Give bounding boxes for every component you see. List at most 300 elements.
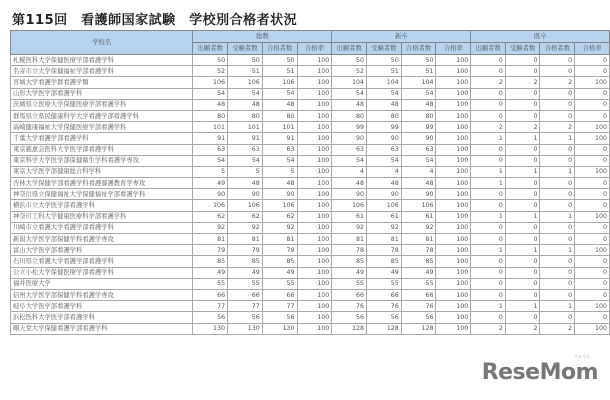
value-cell: 100	[575, 166, 610, 177]
value-cell: 1	[505, 166, 540, 177]
value-cell: 0	[540, 256, 575, 267]
table-row	[11, 301, 610, 312]
value-cell: 76	[401, 301, 436, 312]
value-cell: 128	[401, 323, 436, 334]
value-cell: 0	[540, 189, 575, 200]
value-cell: 0	[540, 289, 575, 300]
value-cell: 100	[436, 234, 471, 245]
value-cell: 55	[228, 278, 263, 289]
value-cell: 90	[193, 189, 228, 200]
value-cell: 81	[401, 234, 436, 245]
logo-subtitle: リセマム	[574, 354, 590, 359]
value-cell: 0	[540, 234, 575, 245]
table-body	[11, 55, 610, 335]
value-cell: 48	[332, 99, 367, 110]
value-cell: 0	[540, 144, 575, 155]
value-cell: 54	[401, 88, 436, 99]
value-cell: 130	[193, 323, 228, 334]
value-cell: 0	[471, 144, 506, 155]
subheader-cell: 出願者数	[332, 43, 367, 55]
value-cell: 54	[228, 88, 263, 99]
value-cell: 100	[436, 312, 471, 323]
value-cell: 81	[367, 234, 402, 245]
value-cell: 0	[575, 200, 610, 211]
value-cell: 0	[471, 88, 506, 99]
value-cell: 100	[436, 88, 471, 99]
value-cell: 77	[262, 301, 297, 312]
value-cell: 50	[228, 55, 263, 66]
value-cell: 80	[262, 110, 297, 121]
value-cell: 100	[575, 245, 610, 256]
value-cell: 1	[540, 301, 575, 312]
table-row	[11, 222, 610, 233]
table-row	[11, 77, 610, 88]
value-cell: 4	[367, 166, 402, 177]
subheader-cell: 合格者数	[540, 43, 575, 55]
value-cell: 99	[332, 122, 367, 133]
value-cell: 0	[505, 256, 540, 267]
value-cell: 0	[505, 88, 540, 99]
group-header-new-grad: 新卒	[332, 31, 471, 43]
value-cell: 100	[436, 99, 471, 110]
value-cell: 1	[540, 245, 575, 256]
school-name-cell: 東京大学医学部健康総合科学科	[11, 166, 193, 177]
value-cell: 100	[436, 245, 471, 256]
value-cell: 100	[436, 267, 471, 278]
school-name-cell: 東京科学大学医学部保健衛生学科看護学専攻	[11, 155, 193, 166]
value-cell: 0	[505, 55, 540, 66]
table-row	[11, 323, 610, 334]
value-cell: 0	[505, 200, 540, 211]
value-cell: 100	[297, 88, 332, 99]
school-name-header: 学校名	[11, 31, 193, 55]
table-row	[11, 189, 610, 200]
value-cell: 81	[193, 234, 228, 245]
value-cell: 0	[471, 222, 506, 233]
group-header-prior-grad: 既卒	[471, 31, 610, 43]
value-cell: 100	[297, 211, 332, 222]
value-cell: 106	[401, 200, 436, 211]
value-cell: 80	[228, 110, 263, 121]
value-cell: 128	[367, 323, 402, 334]
value-cell: 99	[367, 122, 402, 133]
value-cell: 0	[540, 55, 575, 66]
value-cell: 56	[401, 312, 436, 323]
value-cell: 100	[436, 66, 471, 77]
value-cell: 90	[367, 189, 402, 200]
value-cell: 50	[332, 55, 367, 66]
value-cell: 54	[401, 155, 436, 166]
value-cell: 5	[193, 166, 228, 177]
value-cell: 48	[262, 178, 297, 189]
value-cell: 130	[228, 323, 263, 334]
subheader-cell: 合格率	[575, 43, 610, 55]
subheader-cell: 合格者数	[262, 43, 297, 55]
value-cell: 100	[297, 133, 332, 144]
value-cell: 51	[401, 66, 436, 77]
value-cell: 0	[471, 267, 506, 278]
value-cell: 0	[471, 278, 506, 289]
value-cell: 66	[228, 289, 263, 300]
value-cell: 81	[262, 234, 297, 245]
value-cell: 48	[193, 99, 228, 110]
value-cell: 2	[471, 77, 506, 88]
value-cell: 92	[401, 222, 436, 233]
school-name-cell: 川崎市立看護大学看護学部看護学科	[11, 222, 193, 233]
value-cell: 100	[436, 77, 471, 88]
value-cell: 0	[505, 110, 540, 121]
value-cell: 90	[401, 189, 436, 200]
value-cell: 62	[228, 211, 263, 222]
value-cell: 50	[262, 55, 297, 66]
value-cell: 79	[228, 245, 263, 256]
page-title: 第115回 看護師国家試験 学校別合格者状況	[12, 13, 298, 28]
school-name-cell: 横浜市立大学医学部看護学科	[11, 200, 193, 211]
subheader-cell: 合格率	[436, 43, 471, 55]
table-row	[11, 155, 610, 166]
value-cell: 100	[436, 144, 471, 155]
results-table	[10, 30, 610, 335]
school-name-cell: 札幌医科大学保健医療学部看護学科	[11, 55, 193, 66]
value-cell: 100	[436, 289, 471, 300]
table-row	[11, 99, 610, 110]
value-cell: 54	[193, 155, 228, 166]
value-cell: 92	[262, 222, 297, 233]
table-row	[11, 166, 610, 177]
value-cell: 0	[540, 110, 575, 121]
value-cell: 0	[575, 110, 610, 121]
school-name-cell: 山形大学医学部看護学科	[11, 88, 193, 99]
value-cell: 0	[505, 66, 540, 77]
value-cell: 106	[332, 200, 367, 211]
value-cell: 100	[297, 278, 332, 289]
value-cell: 0	[471, 200, 506, 211]
school-name-cell: 杏林大学保健学部看護学科看護養護教育学専攻	[11, 178, 193, 189]
value-cell: 100	[575, 133, 610, 144]
value-cell: 0	[505, 155, 540, 166]
value-cell: 91	[228, 133, 263, 144]
value-cell: 100	[297, 234, 332, 245]
value-cell: 1	[505, 133, 540, 144]
value-cell: 0	[471, 55, 506, 66]
value-cell: 100	[436, 155, 471, 166]
value-cell: 56	[367, 312, 402, 323]
value-cell: 0	[575, 88, 610, 99]
value-cell: 0	[471, 312, 506, 323]
value-cell: 104	[367, 77, 402, 88]
school-name-cell: 公立小松大学保健医療学部看護学科	[11, 267, 193, 278]
value-cell: 56	[262, 312, 297, 323]
value-cell: 100	[297, 200, 332, 211]
value-cell: 100	[436, 110, 471, 121]
value-cell: 1	[471, 133, 506, 144]
value-cell: 49	[332, 267, 367, 278]
value-cell: 54	[367, 88, 402, 99]
value-cell: 100	[436, 256, 471, 267]
value-cell: 100	[297, 110, 332, 121]
value-cell: 100	[297, 144, 332, 155]
value-cell: 101	[262, 122, 297, 133]
value-cell: 80	[193, 110, 228, 121]
value-cell: 128	[332, 323, 367, 334]
value-cell: 80	[367, 110, 402, 121]
value-cell: 54	[262, 88, 297, 99]
value-cell: 100	[297, 66, 332, 77]
value-cell: 49	[193, 267, 228, 278]
value-cell: 48	[367, 178, 402, 189]
value-cell: 1	[471, 211, 506, 222]
value-cell: 1	[505, 211, 540, 222]
value-cell: 106	[228, 200, 263, 211]
school-name-cell: 石川県立看護大学看護学部看護学科	[11, 256, 193, 267]
value-cell: 0	[505, 144, 540, 155]
table-row	[11, 144, 610, 155]
school-name-cell: 新潟大学医学部保健学科看護学専攻	[11, 234, 193, 245]
value-cell: 100	[297, 189, 332, 200]
value-cell: 0	[471, 155, 506, 166]
value-cell: 2	[540, 77, 575, 88]
value-cell: 54	[332, 88, 367, 99]
value-cell: 2	[540, 122, 575, 133]
value-cell: 66	[262, 289, 297, 300]
value-cell: 48	[367, 99, 402, 110]
value-cell: 0	[540, 278, 575, 289]
value-cell: 106	[193, 200, 228, 211]
value-cell: 100	[436, 133, 471, 144]
value-cell: 79	[262, 245, 297, 256]
value-cell: 0	[575, 256, 610, 267]
value-cell: 4	[332, 166, 367, 177]
value-cell: 0	[505, 234, 540, 245]
value-cell: 92	[332, 222, 367, 233]
value-cell: 90	[228, 189, 263, 200]
resemom-logo: ReseMom	[481, 360, 598, 385]
value-cell: 1	[471, 301, 506, 312]
value-cell: 76	[332, 301, 367, 312]
value-cell: 100	[297, 301, 332, 312]
value-cell: 63	[332, 144, 367, 155]
value-cell: 80	[401, 110, 436, 121]
value-cell: 100	[297, 166, 332, 177]
value-cell: 52	[193, 66, 228, 77]
value-cell: 1	[471, 178, 506, 189]
group-header-total: 総数	[193, 31, 332, 43]
value-cell: 104	[401, 77, 436, 88]
value-cell: 100	[297, 256, 332, 267]
table-row	[11, 133, 610, 144]
value-cell: 1	[505, 301, 540, 312]
value-cell: 106	[228, 77, 263, 88]
value-cell: 90	[332, 189, 367, 200]
value-cell: 78	[332, 245, 367, 256]
value-cell: 100	[436, 55, 471, 66]
value-cell: 100	[575, 211, 610, 222]
value-cell: 56	[228, 312, 263, 323]
value-cell: 61	[332, 211, 367, 222]
value-cell: 104	[332, 77, 367, 88]
table-row	[11, 234, 610, 245]
value-cell: 0	[505, 289, 540, 300]
value-cell: 62	[193, 211, 228, 222]
value-cell: 48	[228, 99, 263, 110]
value-cell: 55	[332, 278, 367, 289]
value-cell: 81	[228, 234, 263, 245]
table-row	[11, 88, 610, 99]
value-cell: 100	[436, 211, 471, 222]
value-cell: 100	[297, 245, 332, 256]
value-cell: 91	[262, 133, 297, 144]
value-cell: 49	[401, 267, 436, 278]
value-cell: 0	[540, 66, 575, 77]
value-cell: 63	[193, 144, 228, 155]
value-cell: 106	[193, 77, 228, 88]
value-cell: 100	[297, 155, 332, 166]
value-cell: 0	[471, 289, 506, 300]
value-cell: 100	[436, 323, 471, 334]
value-cell: 63	[262, 144, 297, 155]
value-cell: 0	[540, 155, 575, 166]
value-cell: 100	[436, 178, 471, 189]
value-cell: 55	[367, 278, 402, 289]
value-cell: 0	[471, 234, 506, 245]
value-cell: 0	[505, 189, 540, 200]
value-cell: 62	[262, 211, 297, 222]
value-cell: 0	[575, 312, 610, 323]
value-cell: 0	[575, 234, 610, 245]
value-cell: 78	[401, 245, 436, 256]
value-cell: 0	[575, 289, 610, 300]
value-cell: 0	[575, 189, 610, 200]
value-cell: 0	[575, 267, 610, 278]
value-cell: 49	[367, 267, 402, 278]
value-cell: 100	[297, 289, 332, 300]
value-cell: 48	[332, 178, 367, 189]
value-cell: 48	[262, 99, 297, 110]
value-cell: 100	[575, 323, 610, 334]
value-cell: 50	[193, 55, 228, 66]
value-cell: 63	[401, 144, 436, 155]
value-cell: 1	[540, 133, 575, 144]
school-name-cell: 富山大学医学部看護学科	[11, 245, 193, 256]
table-row	[11, 122, 610, 133]
school-name-cell: 福井医療大学	[11, 278, 193, 289]
value-cell: 100	[297, 267, 332, 278]
school-name-cell: 名寄市立大学保健福祉学部看護学科	[11, 66, 193, 77]
value-cell: 85	[193, 256, 228, 267]
value-cell: 2	[505, 77, 540, 88]
value-cell: 49	[228, 267, 263, 278]
value-cell: 78	[367, 245, 402, 256]
value-cell: 0	[471, 99, 506, 110]
value-cell: 0	[540, 88, 575, 99]
value-cell: 100	[297, 55, 332, 66]
subheader-cell: 出願者数	[471, 43, 506, 55]
value-cell: 100	[436, 122, 471, 133]
value-cell: 100	[297, 122, 332, 133]
value-cell: 63	[228, 144, 263, 155]
value-cell: 0	[505, 312, 540, 323]
value-cell: 0	[471, 256, 506, 267]
table-row	[11, 256, 610, 267]
value-cell: 106	[262, 77, 297, 88]
value-cell: 80	[332, 110, 367, 121]
value-cell: 106	[367, 200, 402, 211]
school-name-cell: 高崎健康福祉大学保健医療学部看護学科	[11, 122, 193, 133]
value-cell: 2	[505, 122, 540, 133]
subheader-cell: 出願者数	[193, 43, 228, 55]
value-cell: 100	[436, 166, 471, 177]
value-cell: 0	[471, 66, 506, 77]
value-cell: 101	[193, 122, 228, 133]
value-cell: 2	[540, 323, 575, 334]
value-cell: 90	[262, 189, 297, 200]
value-cell: 100	[436, 301, 471, 312]
subheader-cell: 受験者数	[228, 43, 263, 55]
value-cell: 2	[505, 323, 540, 334]
value-cell: 100	[436, 189, 471, 200]
value-cell: 0	[575, 55, 610, 66]
table-row	[11, 200, 610, 211]
value-cell: 48	[401, 178, 436, 189]
value-cell: 0	[540, 267, 575, 278]
value-cell: 66	[401, 289, 436, 300]
value-cell: 5	[228, 166, 263, 177]
value-cell: 0	[505, 278, 540, 289]
value-cell: 1	[540, 166, 575, 177]
value-cell: 0	[540, 99, 575, 110]
value-cell: 61	[367, 211, 402, 222]
value-cell: 0	[540, 312, 575, 323]
value-cell: 100	[575, 77, 610, 88]
school-name-cell: 順天堂大学保健看護学部看護学科	[11, 323, 193, 334]
table-row	[11, 278, 610, 289]
value-cell: 0	[575, 66, 610, 77]
value-cell: 1	[471, 245, 506, 256]
value-cell: 0	[540, 222, 575, 233]
table-row	[11, 312, 610, 323]
value-cell: 100	[575, 301, 610, 312]
value-cell: 85	[367, 256, 402, 267]
value-cell: 90	[332, 133, 367, 144]
value-cell: 66	[193, 289, 228, 300]
value-cell: 5	[262, 166, 297, 177]
value-cell: 1	[540, 211, 575, 222]
value-cell: 0	[505, 222, 540, 233]
value-cell: 56	[332, 312, 367, 323]
value-cell: 85	[401, 256, 436, 267]
value-cell: 85	[332, 256, 367, 267]
value-cell: 50	[401, 55, 436, 66]
value-cell: 0	[575, 278, 610, 289]
subheader-cell: 合格率	[297, 43, 332, 55]
value-cell: 54	[367, 155, 402, 166]
table-row	[11, 66, 610, 77]
value-cell: 90	[401, 133, 436, 144]
school-name-cell: 神奈川県立保健福祉大学保健福祉学部看護学科	[11, 189, 193, 200]
school-name-cell: 岐阜大学医学部看護学科	[11, 301, 193, 312]
value-cell: 66	[367, 289, 402, 300]
value-cell: 100	[436, 200, 471, 211]
value-cell: 76	[367, 301, 402, 312]
value-cell: 92	[228, 222, 263, 233]
subheader-cell: 受験者数	[367, 43, 402, 55]
value-cell: 100	[297, 323, 332, 334]
school-name-cell: 神奈川工科大学健康医療科学部看護学科	[11, 211, 193, 222]
value-cell: 0	[575, 222, 610, 233]
value-cell: 49	[193, 178, 228, 189]
value-cell: 0	[575, 99, 610, 110]
value-cell: 0	[575, 155, 610, 166]
